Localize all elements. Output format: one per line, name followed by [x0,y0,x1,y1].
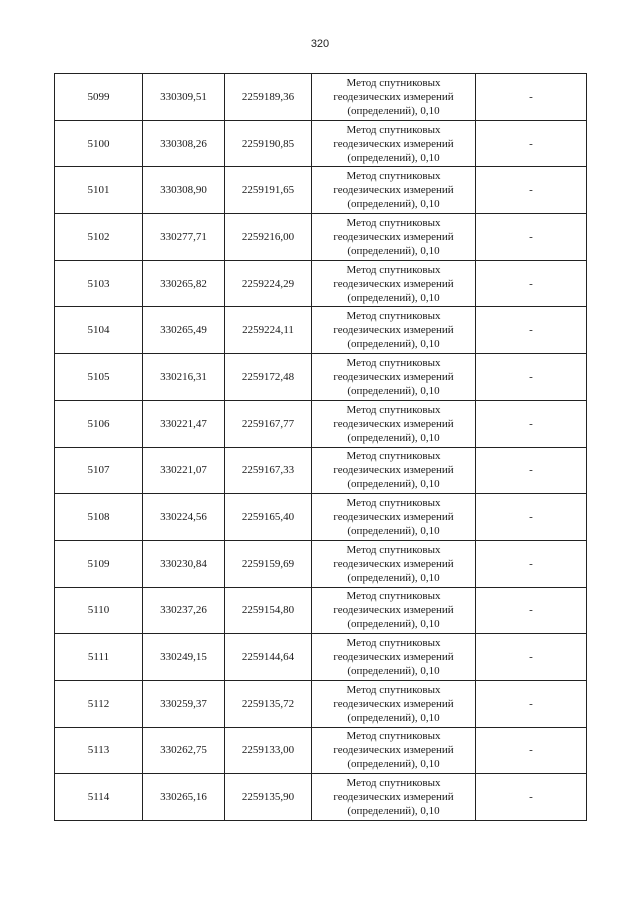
table-row [55,680,587,727]
note-cell: - [476,494,587,541]
method-line-3: (определений), 0,10 [347,525,440,538]
note-cell: - [476,400,587,447]
method-line-1: Метод спутниковых [346,263,441,276]
table-row [55,214,587,261]
x-coordinate-cell: 330224,56 [143,494,225,541]
y-coordinate-cell: 2259154,80 [225,587,312,634]
point-number-cell: 5105 [55,354,143,401]
y-coordinate-cell: 2259165,40 [225,494,312,541]
method-cell [312,540,476,587]
x-coordinate-cell: 330249,15 [143,634,225,681]
point-number-cell: 5100 [55,120,143,167]
y-coordinate-cell: 2259144,64 [225,634,312,681]
table-row [55,167,587,214]
point-number-cell: 5102 [55,214,143,261]
method-line-1: Метод спутниковых [346,310,441,323]
point-number-cell: 5109 [55,540,143,587]
coordinates-table [54,73,587,821]
method-cell [312,494,476,541]
method-line-1: Метод спутниковых [346,76,441,89]
note-cell: - [476,260,587,307]
method-line-1: Метод спутниковых [346,356,441,369]
y-coordinate-cell: 2259190,85 [225,120,312,167]
note-cell: - [476,74,587,121]
table-row [55,774,587,821]
method-line-3: (определений), 0,10 [347,431,440,444]
method-line-2: геодезических измерений [333,511,454,524]
point-number-cell: 5114 [55,774,143,821]
method-cell [312,167,476,214]
note-cell: - [476,774,587,821]
method-line-2: геодезических измерений [333,277,454,290]
point-number-cell: 5113 [55,727,143,774]
table-row [55,400,587,447]
table-row [55,540,587,587]
method-line-1: Метод спутниковых [346,123,441,136]
method-line-3: (определений), 0,10 [347,758,440,771]
point-number-cell: 5101 [55,167,143,214]
x-coordinate-cell: 330221,47 [143,400,225,447]
method-line-2: геодезических измерений [333,230,454,243]
y-coordinate-cell: 2259224,11 [225,307,312,354]
method-line-2: геодезических измерений [333,324,454,337]
method-line-2: геодезических измерений [333,604,454,617]
method-line-2: геодезических измерений [333,137,454,150]
method-line-2: геодезических измерений [333,90,454,103]
page-number: 320 [310,38,330,50]
method-line-1: Метод спутниковых [346,170,441,183]
method-line-1: Метод спутниковых [346,637,441,650]
method-line-1: Метод спутниковых [346,590,441,603]
x-coordinate-cell: 330216,31 [143,354,225,401]
method-line-3: (определений), 0,10 [347,151,440,164]
note-cell: - [476,447,587,494]
note-cell: - [476,540,587,587]
table-row [55,634,587,681]
method-line-2: геодезических измерений [333,464,454,477]
method-cell [312,680,476,727]
note-cell: - [476,354,587,401]
x-coordinate-cell: 330237,26 [143,587,225,634]
method-line-2: геодезических измерений [333,651,454,664]
method-line-2: геодезических измерений [333,370,454,383]
x-coordinate-cell: 330262,75 [143,727,225,774]
y-coordinate-cell: 2259224,29 [225,260,312,307]
method-line-3: (определений), 0,10 [347,291,440,304]
method-line-2: геодезических измерений [333,791,454,804]
method-line-2: геодезических измерений [333,697,454,710]
note-cell: - [476,634,587,681]
method-line-1: Метод спутниковых [346,216,441,229]
method-cell [312,307,476,354]
note-cell: - [476,680,587,727]
note-cell: - [476,214,587,261]
x-coordinate-cell: 330259,37 [143,680,225,727]
coordinates-table-body [55,74,587,821]
method-line-1: Метод спутниковых [346,497,441,510]
table-row [55,74,587,121]
method-line-2: геодезических измерений [333,557,454,570]
method-cell [312,727,476,774]
x-coordinate-cell: 330309,51 [143,74,225,121]
method-line-2: геодезических измерений [333,744,454,757]
method-line-3: (определений), 0,10 [347,104,440,117]
note-cell: - [476,167,587,214]
method-cell [312,260,476,307]
method-line-3: (определений), 0,10 [347,665,440,678]
x-coordinate-cell: 330308,90 [143,167,225,214]
method-cell [312,214,476,261]
method-line-3: (определений), 0,10 [347,711,440,724]
table-row [55,494,587,541]
method-line-3: (определений), 0,10 [347,618,440,631]
method-cell [312,74,476,121]
x-coordinate-cell: 330221,07 [143,447,225,494]
method-cell [312,400,476,447]
y-coordinate-cell: 2259172,48 [225,354,312,401]
point-number-cell: 5107 [55,447,143,494]
method-line-1: Метод спутниковых [346,683,441,696]
y-coordinate-cell: 2259133,00 [225,727,312,774]
x-coordinate-cell: 330265,82 [143,260,225,307]
method-line-3: (определений), 0,10 [347,198,440,211]
method-cell [312,587,476,634]
method-line-1: Метод спутниковых [346,403,441,416]
point-number-cell: 5112 [55,680,143,727]
method-line-3: (определений), 0,10 [347,338,440,351]
method-line-1: Метод спутниковых [346,730,441,743]
table-row [55,120,587,167]
x-coordinate-cell: 330230,84 [143,540,225,587]
method-cell [312,354,476,401]
point-number-cell: 5111 [55,634,143,681]
table-row [55,307,587,354]
method-line-3: (определений), 0,10 [347,571,440,584]
point-number-cell: 5099 [55,74,143,121]
method-line-3: (определений), 0,10 [347,384,440,397]
table-row [55,727,587,774]
y-coordinate-cell: 2259135,90 [225,774,312,821]
note-cell: - [476,120,587,167]
method-cell [312,447,476,494]
method-cell [312,634,476,681]
table-row [55,587,587,634]
method-line-3: (определений), 0,10 [347,478,440,491]
method-line-1: Метод спутниковых [346,450,441,463]
table-row [55,447,587,494]
method-line-2: геодезических измерений [333,184,454,197]
method-line-2: геодезических измерений [333,417,454,430]
table-row [55,260,587,307]
method-line-3: (определений), 0,10 [347,805,440,818]
table-row [55,354,587,401]
point-number-cell: 5104 [55,307,143,354]
x-coordinate-cell: 330308,26 [143,120,225,167]
x-coordinate-cell: 330277,71 [143,214,225,261]
y-coordinate-cell: 2259135,72 [225,680,312,727]
note-cell: - [476,307,587,354]
y-coordinate-cell: 2259159,69 [225,540,312,587]
x-coordinate-cell: 330265,16 [143,774,225,821]
method-line-3: (определений), 0,10 [347,244,440,257]
y-coordinate-cell: 2259189,36 [225,74,312,121]
method-cell [312,120,476,167]
point-number-cell: 5110 [55,587,143,634]
note-cell: - [476,727,587,774]
x-coordinate-cell: 330265,49 [143,307,225,354]
point-number-cell: 5108 [55,494,143,541]
method-line-1: Метод спутниковых [346,777,441,790]
method-cell [312,774,476,821]
y-coordinate-cell: 2259191,65 [225,167,312,214]
method-line-1: Метод спутниковых [346,543,441,556]
note-cell: - [476,587,587,634]
y-coordinate-cell: 2259216,00 [225,214,312,261]
point-number-cell: 5103 [55,260,143,307]
point-number-cell: 5106 [55,400,143,447]
y-coordinate-cell: 2259167,77 [225,400,312,447]
y-coordinate-cell: 2259167,33 [225,447,312,494]
